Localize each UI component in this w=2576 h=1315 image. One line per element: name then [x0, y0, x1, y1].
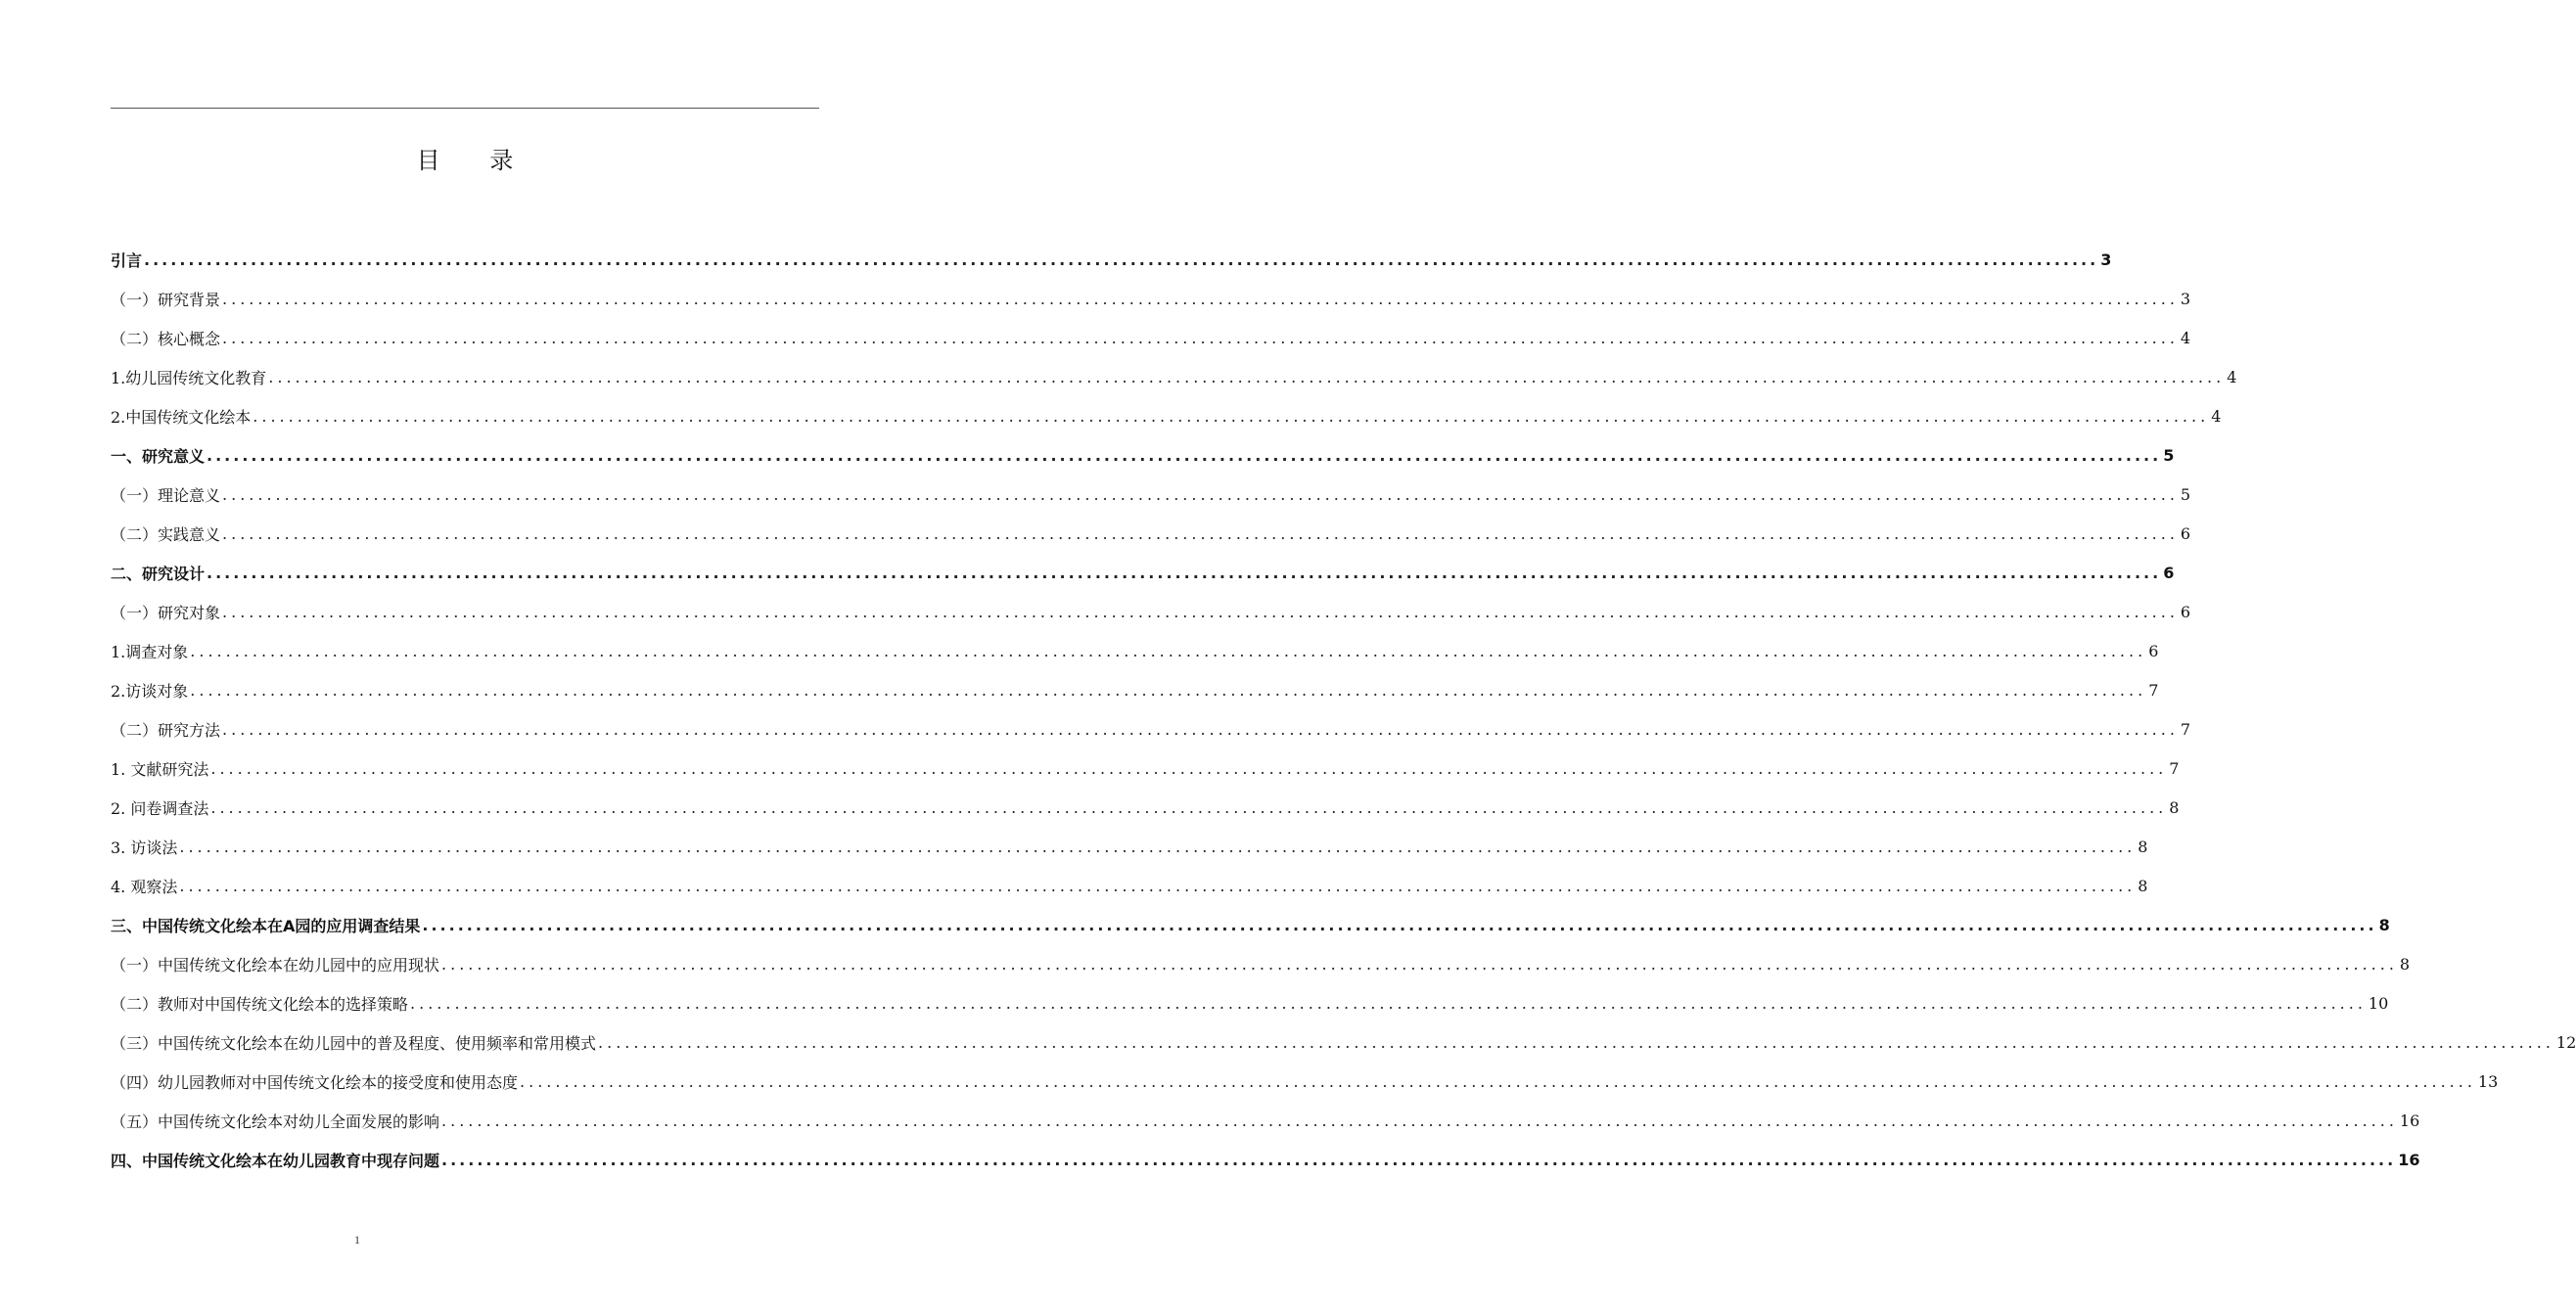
toc-leader-dots: ............................................................................................................................................................................................................................: [222, 484, 2179, 504]
toc-entry[interactable]: [111, 435, 2175, 475]
toc-entry-label: 2. 问卷调查法: [111, 798, 209, 818]
toc-entry-label: 4. 观察法: [111, 877, 178, 896]
toc-entry-page: 4: [2211, 406, 2222, 426]
toc-leader-dots: ............................................................................................................................................................................................................................: [422, 915, 2377, 934]
toc-entry[interactable]: [111, 1062, 2499, 1101]
page-number: 1: [354, 1233, 360, 1247]
toc-entry-page: 13: [2477, 1071, 2499, 1091]
toc-entry-label: 四、中国传统文化绘本在幼儿园教育中现存问题: [111, 1151, 440, 1170]
page-title: 目 录: [416, 147, 535, 174]
toc-entry-label: （一）中国传统文化绘本在幼儿园中的应用现状: [111, 955, 440, 975]
toc-entry-page: 4: [2180, 328, 2191, 347]
toc-entry-page: 7: [2148, 680, 2159, 700]
toc-entry[interactable]: [111, 788, 2180, 827]
toc-entry-page: 10: [2368, 993, 2389, 1013]
toc-entry-page: 6: [2148, 641, 2159, 660]
toc-entry-label: （四）幼儿园教师对中国传统文化绘本的接受度和使用态度: [111, 1072, 519, 1092]
toc-leader-dots: ............................................................................................................................................................................................................................: [190, 680, 2147, 700]
toc-entry-label: （一）研究对象: [111, 603, 221, 622]
toc-entry-page: 3: [2100, 249, 2112, 269]
toc-entry-label: （二）核心概念: [111, 329, 221, 348]
toc-entry[interactable]: [111, 866, 2148, 905]
toc-leader-dots: ............................................................................................................................................................................................................................: [441, 1111, 2398, 1130]
toc-entry-page: 6: [2163, 563, 2175, 582]
toc-entry-page: 8: [2138, 876, 2148, 895]
toc-leader-dots: ............................................................................................................................................................................................................................: [222, 602, 2179, 621]
toc-entry-page: 4: [2227, 367, 2237, 386]
toc-entry-label: （三）中国传统文化绘本在幼儿园中的普及程度、使用频率和常用模式: [111, 1033, 597, 1053]
toc-entry-label: （二）教师对中国传统文化绘本的选择策略: [111, 994, 409, 1014]
toc-entry[interactable]: [111, 475, 2191, 514]
toc-entry-page: 8: [2138, 837, 2148, 856]
toc-entry-label: 3. 访谈法: [111, 838, 178, 857]
toc-entry-label: （二）实践意义: [111, 524, 221, 544]
toc-entry[interactable]: [111, 553, 2175, 592]
toc-entry[interactable]: [111, 631, 2159, 670]
toc-entry[interactable]: [111, 944, 2411, 983]
toc-leader-dots: ............................................................................................................................................................................................................................: [207, 445, 2162, 465]
toc-entry[interactable]: [111, 709, 2191, 748]
toc-entry-page: 5: [2180, 484, 2191, 504]
toc-entry[interactable]: [111, 748, 2180, 788]
toc-entry-label: 1.调查对象: [111, 642, 189, 661]
toc-entry-page: 3: [2180, 289, 2191, 308]
toc-leader-dots: ............................................................................................................................................................................................................................: [441, 954, 2398, 974]
toc-leader-dots: ............................................................................................................................................................................................................................: [179, 837, 2137, 856]
toc-entry[interactable]: [111, 279, 2191, 318]
toc-entry-label: 一、研究意义: [111, 446, 206, 466]
toc-leader-dots: ............................................................................................................................................................................................................................: [179, 876, 2137, 895]
toc-leader-dots: ............................................................................................................................................................................................................................: [222, 719, 2179, 739]
toc-leader-dots: ............................................................................................................................................................................................................................: [222, 523, 2179, 543]
toc-leader-dots: ............................................................................................................................................................................................................................: [520, 1071, 2476, 1091]
toc-leader-dots: ............................................................................................................................................................................................................................: [222, 328, 2179, 347]
toc-entry-label: 1. 文献研究法: [111, 759, 209, 779]
toc-entry[interactable]: [111, 396, 2222, 435]
toc-entry-page: 7: [2169, 758, 2180, 778]
toc-leader-dots: ............................................................................................................................................................................................................................: [253, 406, 2210, 426]
toc-entry[interactable]: [111, 357, 2237, 396]
toc-entry-page: 16: [2399, 1111, 2420, 1130]
toc-leader-dots: ............................................................................................................................................................................................................................: [222, 289, 2179, 308]
toc-entry-label: （二）研究方法: [111, 720, 221, 740]
toc-entry-page: 12: [2555, 1032, 2576, 1052]
toc-entry[interactable]: [111, 318, 2191, 357]
toc-entry-page: 16: [2398, 1150, 2420, 1169]
toc-entry-page: 8: [2399, 954, 2411, 974]
toc-entry-page: 5: [2163, 445, 2175, 465]
toc-entry-label: 二、研究设计: [111, 564, 206, 583]
toc-entry[interactable]: [111, 514, 2191, 553]
toc-entry-label: 三、中国传统文化绘本在A园的应用调查结果: [111, 916, 421, 935]
toc-entry[interactable]: [111, 1140, 2420, 1179]
toc-entry-page: 7: [2180, 719, 2191, 739]
toc-leader-dots: ............................................................................................................................................................................................................................: [207, 563, 2162, 582]
toc-entry-label: 2.中国传统文化绘本: [111, 407, 252, 427]
toc-leader-dots: ............................................................................................................................................................................................................................: [190, 641, 2147, 660]
toc-entry[interactable]: [111, 983, 2389, 1022]
toc-entry-label: 2.访谈对象: [111, 681, 189, 701]
toc-leader-dots: ............................................................................................................................................................................................................................: [598, 1032, 2554, 1052]
toc-entry-page: 6: [2180, 602, 2191, 621]
toc-entry[interactable]: [111, 240, 2112, 279]
header-rule: [111, 108, 819, 109]
toc-leader-dots: ............................................................................................................................................................................................................................: [268, 367, 2226, 386]
toc-entry[interactable]: [111, 592, 2191, 631]
toc-entry-label: （一）研究背景: [111, 290, 221, 309]
toc-entry-label: 引言: [111, 250, 143, 270]
toc-entry-page: 8: [2378, 915, 2390, 934]
toc-entry-page: 6: [2180, 523, 2191, 543]
toc-leader-dots: ............................................................................................................................................................................................................................: [210, 758, 2168, 778]
table-of-contents: [111, 240, 2576, 1179]
toc-entry-page: 8: [2169, 797, 2180, 817]
toc-entry-label: 1.幼儿园传统文化教育: [111, 368, 267, 387]
toc-entry[interactable]: [111, 905, 2390, 944]
toc-entry[interactable]: [111, 1101, 2420, 1140]
toc-entry[interactable]: [111, 1022, 2576, 1062]
toc-leader-dots: ............................................................................................................................................................................................................................: [144, 249, 2099, 269]
toc-entry[interactable]: [111, 827, 2148, 866]
toc-leader-dots: ............................................................................................................................................................................................................................: [210, 797, 2168, 817]
toc-leader-dots: ............................................................................................................................................................................................................................: [441, 1150, 2397, 1169]
toc-entry[interactable]: [111, 670, 2159, 709]
toc-entry-label: （一）理论意义: [111, 485, 221, 505]
toc-leader-dots: ............................................................................................................................................................................................................................: [410, 993, 2367, 1013]
toc-entry-label: （五）中国传统文化绘本对幼儿全面发展的影响: [111, 1111, 440, 1131]
